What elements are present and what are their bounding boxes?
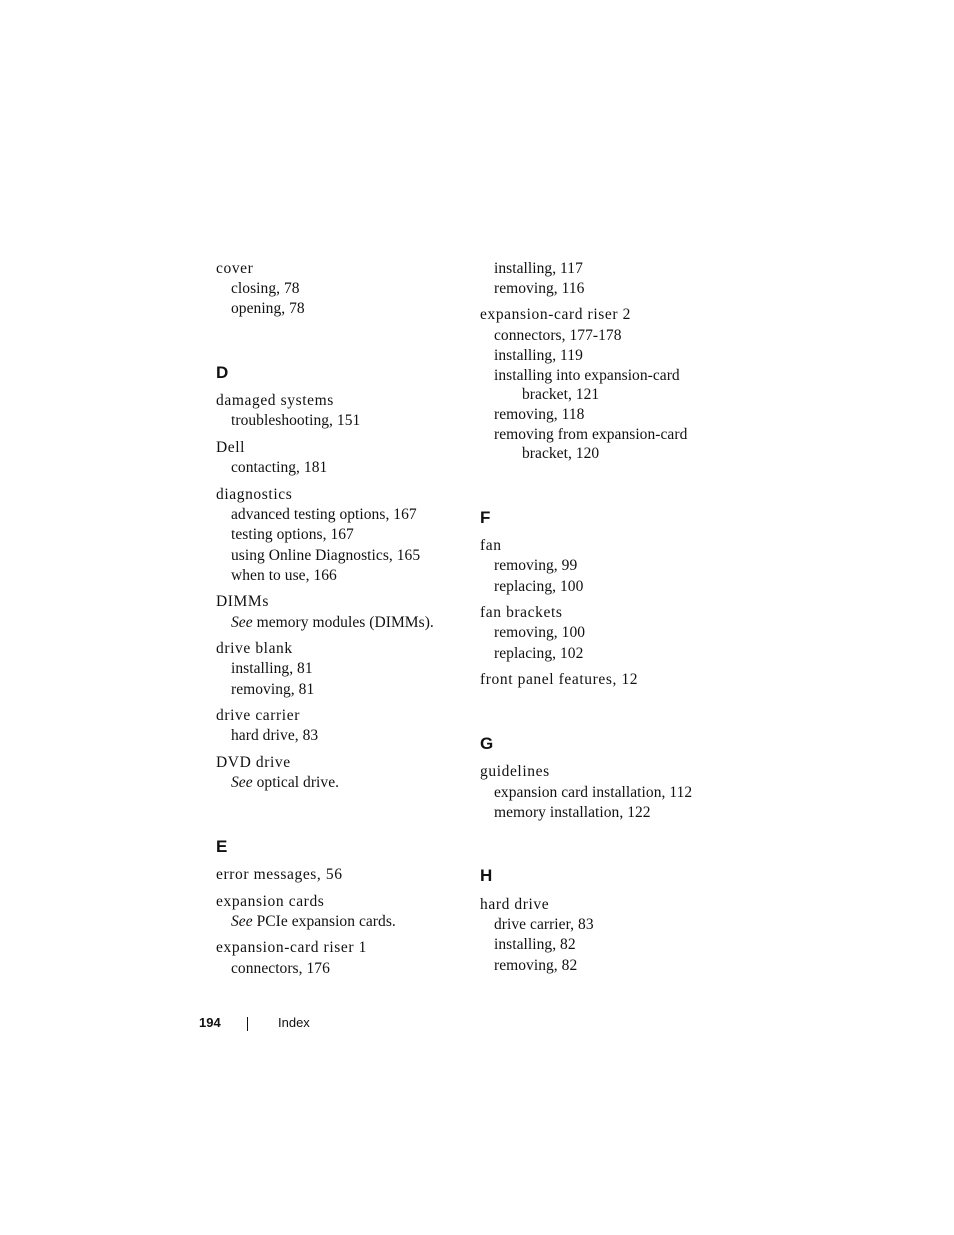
index-term-drive-carrier: drive carrier [216, 707, 300, 724]
index-subentry: replacing, 102 [494, 645, 584, 662]
cross-reference-target: PCIe expansion cards. [252, 913, 396, 930]
index-term-fan: fan [480, 537, 502, 554]
index-subentry: using Online Diagnostics, 165 [231, 547, 421, 564]
index-subentry-continuation: bracket, 121 [522, 386, 600, 403]
index-term-riser-1: expansion-card riser 1 [216, 939, 367, 956]
index-subentry: removing, 118 [494, 406, 585, 423]
index-term-drive-blank: drive blank [216, 640, 293, 657]
index-subentry: troubleshooting, 151 [231, 412, 361, 429]
section-heading-d: D [216, 363, 229, 382]
footer-section-label: Index [278, 1015, 310, 1030]
section-heading-g: G [480, 734, 494, 753]
index-subentry: removing, 116 [494, 280, 585, 297]
footer-divider [247, 1017, 248, 1031]
index-term-dell: Dell [216, 439, 246, 456]
see-label: See [231, 774, 253, 791]
index-term-riser-2: expansion-card riser 2 [480, 306, 631, 323]
index-term-fan-brackets: fan brackets [480, 604, 563, 621]
section-heading-f: F [480, 508, 491, 527]
cross-reference-target: memory modules (DIMMs). [252, 614, 434, 631]
index-subentry: closing, 78 [231, 280, 300, 297]
index-subentry: hard drive, 83 [231, 727, 319, 744]
index-subentry: expansion card installation, 112 [494, 784, 693, 801]
index-subentry: opening, 78 [231, 300, 305, 317]
index-subentry: installing into expansion-card [494, 367, 680, 384]
index-subentry: testing options, 167 [231, 526, 354, 543]
index-term-front-panel: front panel features, 12 [480, 671, 639, 688]
index-subentry: removing, 100 [494, 624, 586, 641]
see-label: See [231, 913, 253, 930]
index-subentry: memory installation, 122 [494, 804, 651, 821]
section-heading-h: H [480, 866, 493, 885]
index-term-guidelines: guidelines [480, 763, 550, 780]
index-subentry: installing, 117 [494, 260, 583, 277]
index-subentry: drive carrier, 83 [494, 916, 594, 933]
index-subentry: replacing, 100 [494, 578, 584, 595]
cross-reference-target: optical drive. [252, 774, 340, 791]
index-subentry: removing, 82 [494, 957, 578, 974]
index-subentry: advanced testing options, 167 [231, 506, 417, 523]
index-subentry: installing, 82 [494, 936, 576, 953]
index-subentry: installing, 119 [494, 347, 583, 364]
index-cross-reference [231, 913, 396, 931]
index-term-cover: cover [216, 260, 254, 277]
index-term-expansion-cards: expansion cards [216, 893, 325, 910]
index-subentry: when to use, 166 [231, 567, 337, 584]
section-heading-e: E [216, 837, 228, 856]
page-number: 194 [199, 1015, 221, 1030]
index-subentry: removing, 99 [494, 557, 578, 574]
index-term-dvd-drive: DVD drive [216, 754, 291, 771]
index-subentry: connectors, 176 [231, 960, 330, 977]
index-cross-reference [231, 614, 434, 632]
index-subentry: contacting, 181 [231, 459, 328, 476]
index-cross-reference [231, 774, 339, 792]
index-term-hard-drive: hard drive [480, 896, 550, 913]
index-term-damaged-systems: damaged systems [216, 392, 334, 409]
index-subentry: installing, 81 [231, 660, 313, 677]
index-subentry-continuation: bracket, 120 [522, 445, 600, 462]
see-label: See [231, 614, 253, 631]
index-term-diagnostics: diagnostics [216, 486, 293, 503]
index-term-dimms: DIMMs [216, 593, 269, 610]
index-subentry: removing from expansion-card [494, 426, 688, 443]
index-term-error-messages: error messages, 56 [216, 866, 343, 883]
index-subentry: connectors, 177-178 [494, 327, 622, 344]
index-subentry: removing, 81 [231, 681, 315, 698]
